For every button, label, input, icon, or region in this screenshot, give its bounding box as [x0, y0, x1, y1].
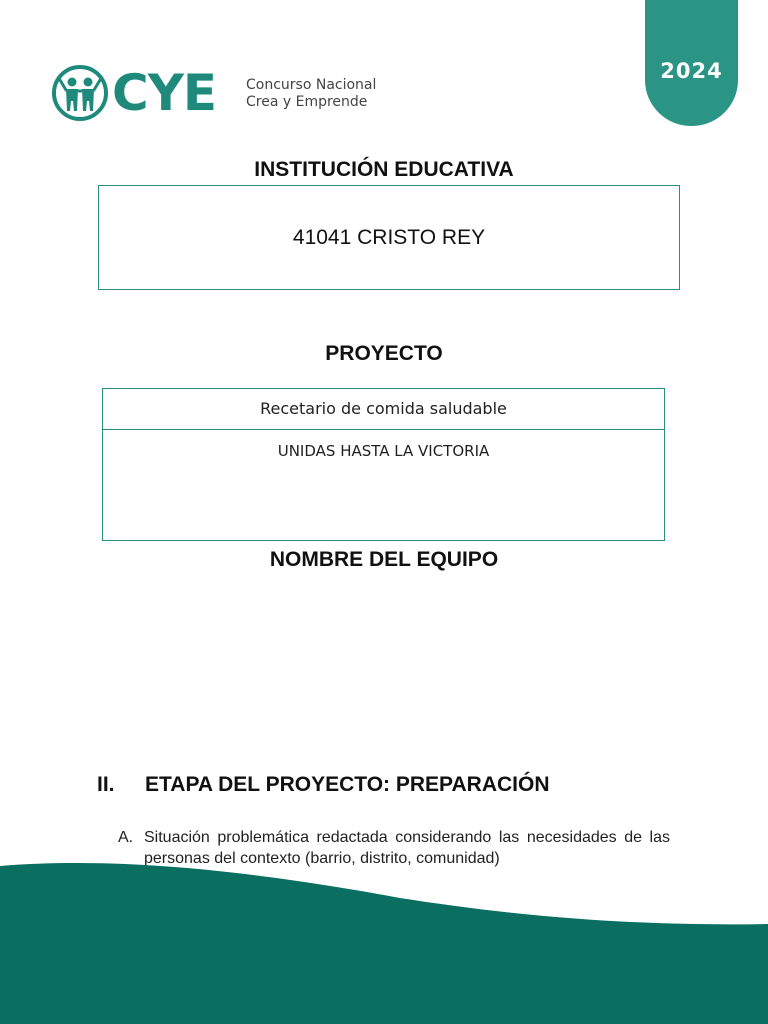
year-badge: 2024 [645, 0, 738, 126]
list-item-letter: A. [118, 829, 134, 846]
section-title-text: ETAPA DEL PROYECTO: PREPARACIÓN [145, 773, 550, 796]
project-table [102, 388, 665, 541]
project-team-cell: UNIDAS HASTA LA VICTORIA [277, 442, 490, 460]
institution-box [98, 185, 680, 290]
section-number: II. [97, 773, 115, 796]
logo-letters: CYE [112, 64, 217, 122]
institution-name: 41041 CRISTO REY [292, 226, 486, 249]
children-logo-icon [50, 64, 110, 124]
team-heading: NOMBRE DEL EQUIPO [269, 548, 499, 571]
logo-tagline [246, 77, 376, 111]
logo-line-1: Concurso Nacional [246, 77, 377, 93]
project-title-cell: Recetario de comida saludable [103, 389, 664, 430]
footer-wave [0, 860, 768, 1024]
logo-line-2: Crea y Emprende [246, 94, 368, 110]
institution-heading: INSTITUCIÓN EDUCATIVA [254, 158, 514, 181]
list-item-text: Situación problemática redactada considerando las necesidades de las personas del contexto (barrio, distrito, comunidad) [144, 829, 670, 867]
section-title [97, 773, 550, 797]
cye-logo [50, 64, 390, 124]
project-heading: PROYECTO [325, 342, 443, 365]
